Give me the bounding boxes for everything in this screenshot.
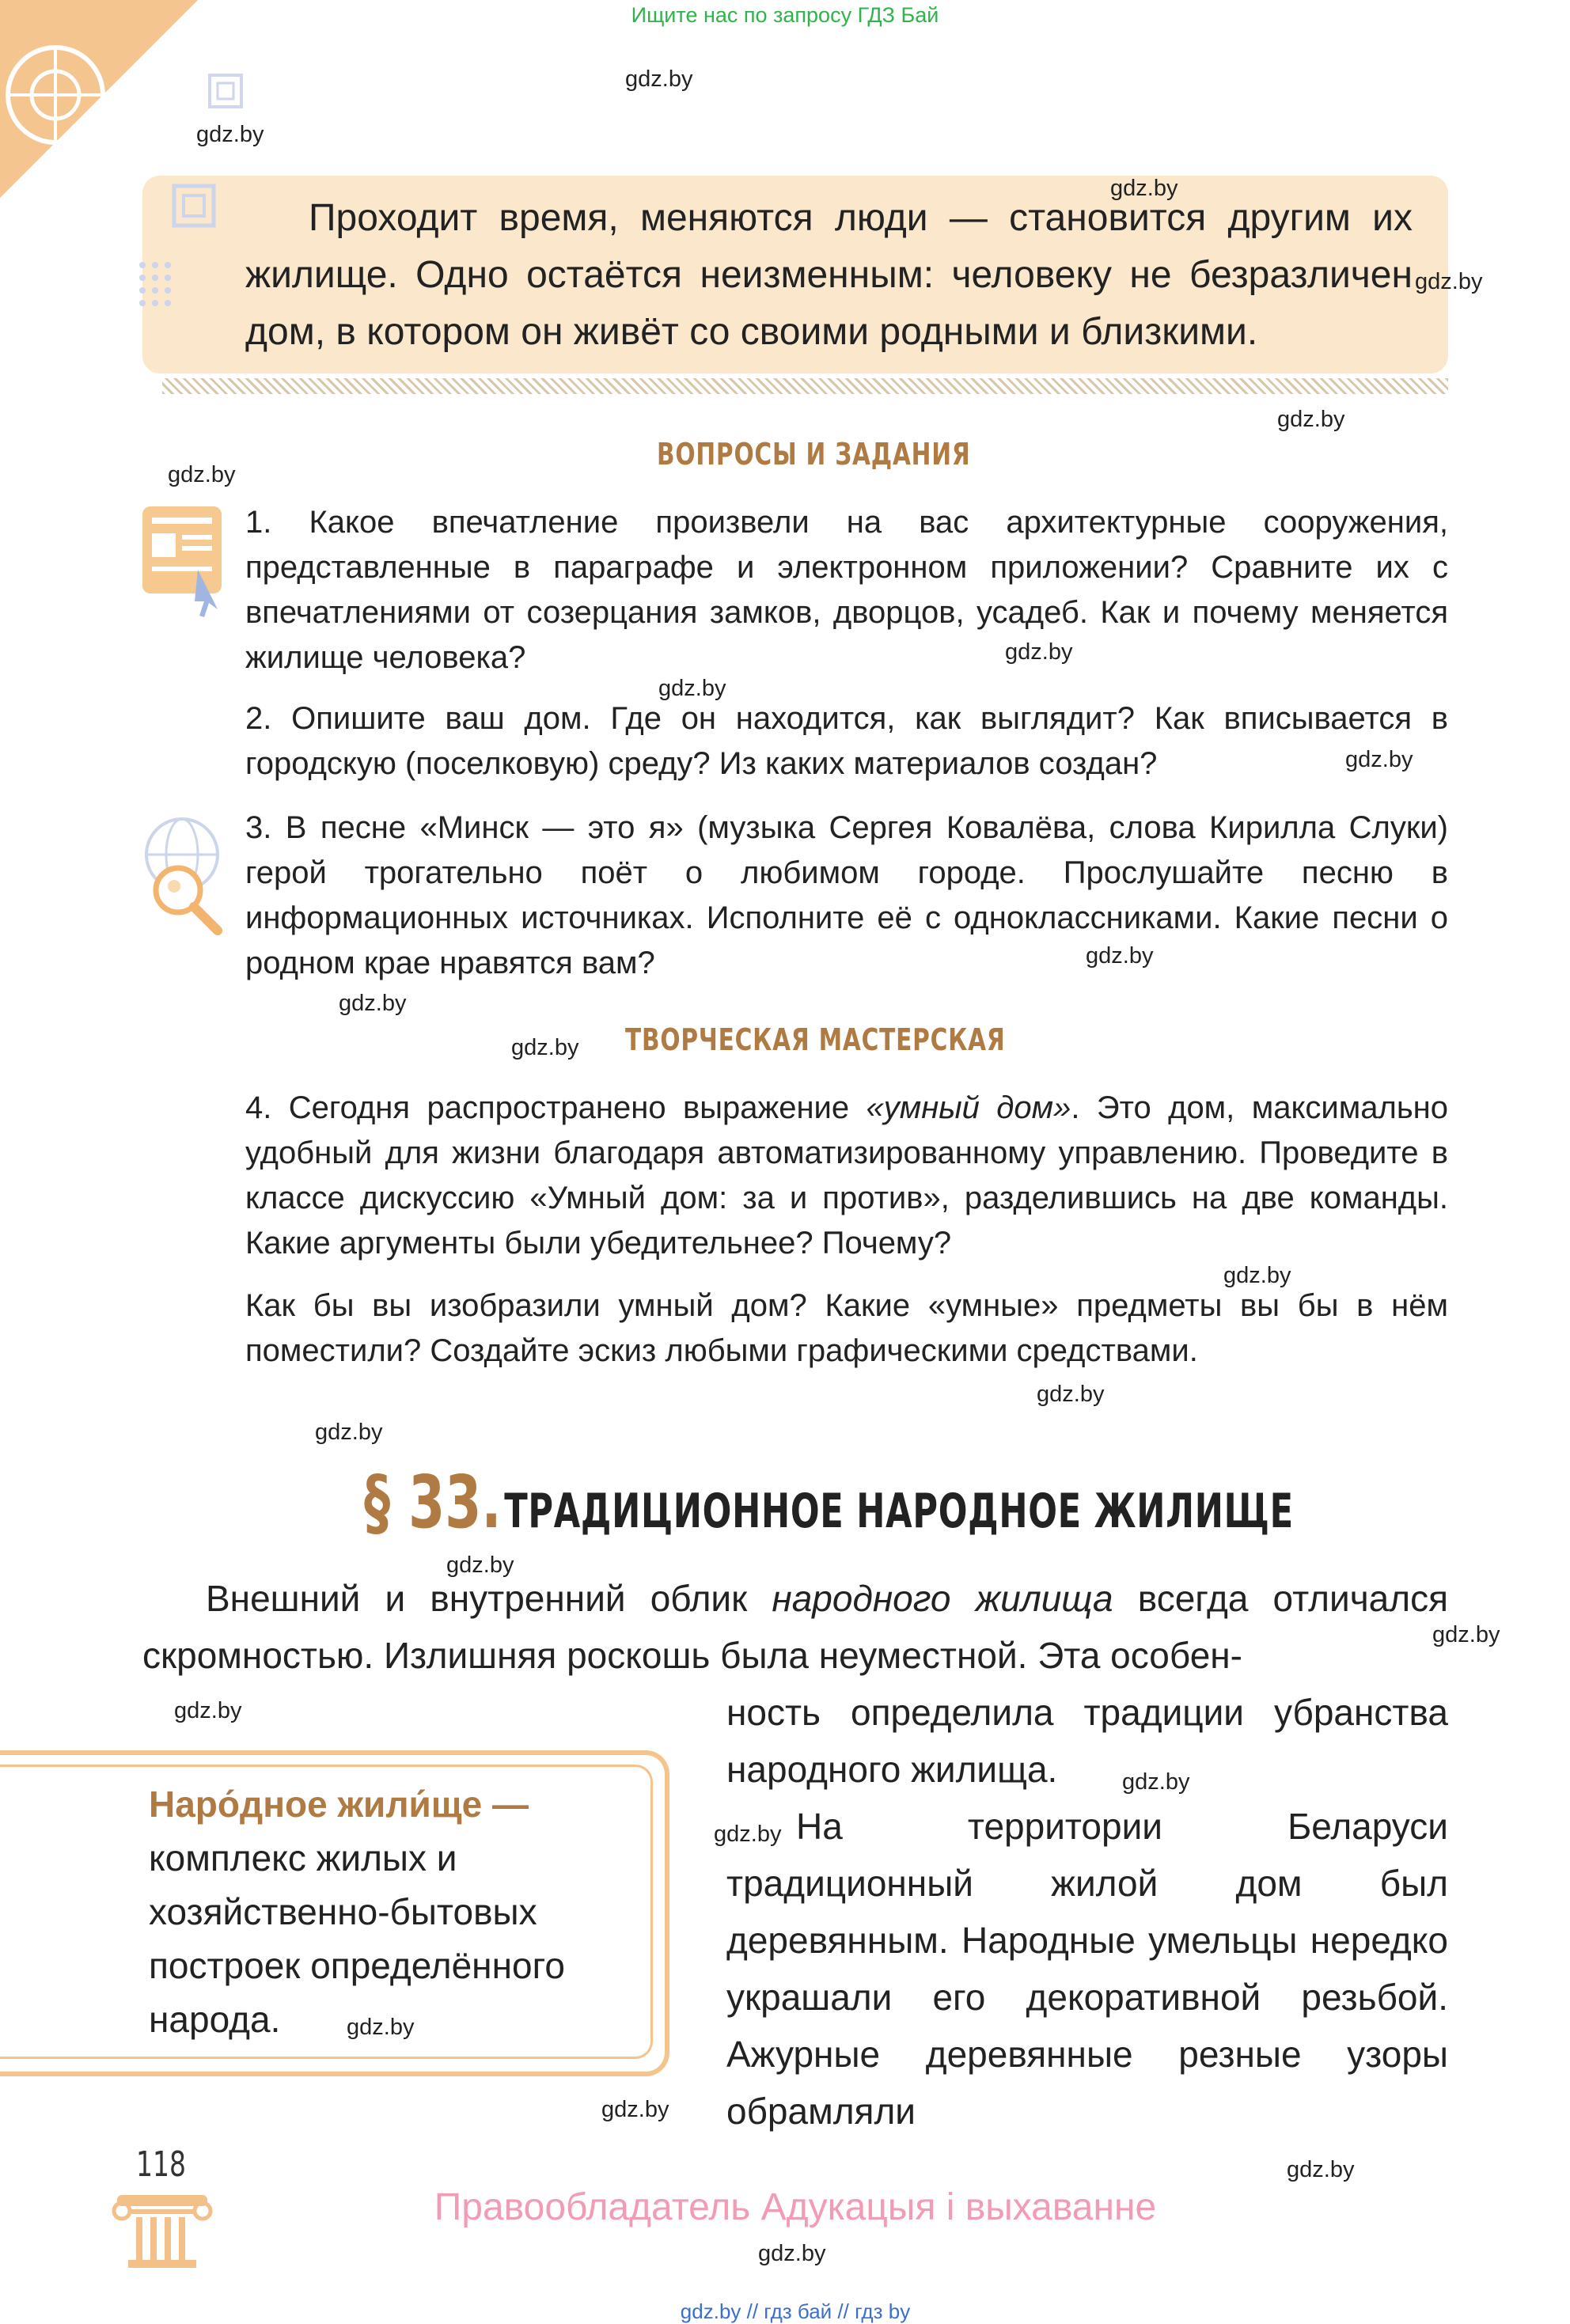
questions-heading: ВОПРОСЫ И ЗАДАНИЯ <box>657 437 971 472</box>
top-search-link[interactable]: Ищите нас по запросу ГДЗ Бай <box>631 3 939 27</box>
watermark: gdz.by <box>601 2097 669 2122</box>
watermark: gdz.by <box>1122 1769 1190 1795</box>
watermark: gdz.by <box>625 66 693 92</box>
question-4: 4. Сегодня распространено выражение «умный дом». Это дом, максимально удобный для жизни благодаря автоматизированному управлению. Проведите в классе дискуссию «Умный дом: за и против», разделившись на две команды. Какие аргументы были убедительнее? Почему? <box>245 1090 1448 1261</box>
watermark: gdz.by <box>1086 943 1154 969</box>
workshop-heading: ТВОРЧЕСКАЯ МАСТЕРСКАЯ <box>625 1022 1006 1057</box>
watermark: gdz.by <box>174 1698 242 1723</box>
watermark: gdz.by <box>511 1035 579 1060</box>
copyright-text: Правообладатель Адукацыя і выхаванне <box>434 2186 1157 2228</box>
watermark: gdz.by <box>196 122 264 147</box>
definition-text: Наро́дное жили́ще — комплекс жилых и хозяйственно-бытовых построек определённого народа. <box>149 1784 565 2040</box>
bottom-links[interactable]: gdz.by // гдз бай // гдз by <box>680 2299 911 2323</box>
question-3: 3. В песне «Минск — это я» (музыка Сергея Ковалёва, слова Кирилла Слуки) герой трогательно поёт о любимом городе. Прослушайте песню в информационных источниках. Исполните её с одноклассниками. Какие песни о родном крае нравятся вам? <box>245 810 1448 980</box>
divider-zigzag <box>162 378 1448 394</box>
watermark: gdz.by <box>1037 1382 1105 1407</box>
paragraph-title <box>364 1460 1294 1545</box>
electronic-app-icon <box>142 506 237 625</box>
definition-term: Наро́дное жили́ще — <box>149 1784 529 1825</box>
watermark: gdz.by <box>1223 1263 1291 1288</box>
watermark: gdz.by <box>1287 2157 1355 2182</box>
watermark: gdz.by <box>446 1552 514 1578</box>
intro-text: Проходит время, меняются люди — становится другим их жилище. Одно остаётся неизменным: человеку не безразличен дом, в котором он живёт со своими родными и близкими. <box>245 197 1413 353</box>
watermark: gdz.by <box>168 462 236 487</box>
watermark: gdz.by <box>315 1420 383 1445</box>
watermark: gdz.by <box>339 991 407 1016</box>
watermark: gdz.by <box>1110 176 1178 201</box>
body-right-1: ность определила традиции убранства народного жилища. <box>726 1692 1448 1790</box>
watermark: gdz.by <box>1432 1622 1500 1647</box>
body-intro: Внешний и внутренний облик народного жилища всегда отличался скромностью. Излишняя роскошь была неуместной. Эта особен- <box>142 1578 1449 1676</box>
watermark: gdz.by <box>714 1822 782 1847</box>
watermark: gdz.by <box>1277 407 1345 432</box>
watermark: gdz.by <box>1345 747 1413 772</box>
search-globe-icon <box>142 815 237 942</box>
paragraph-number: § 33. <box>364 1460 502 1545</box>
page-number: 118 <box>136 2144 186 2185</box>
watermark: gdz.by <box>1415 269 1483 294</box>
question-4-continued: Как бы вы изобразили умный дом? Какие «умные» предметы вы бы в нём поместили? Создайте эскиз любыми графическими средствами. <box>245 1288 1448 1368</box>
watermark: gdz.by <box>1005 639 1073 665</box>
watermark: gdz.by <box>347 2015 415 2040</box>
watermark: gdz.by <box>658 676 726 701</box>
question-1: 1. Какое впечатление произвели на вас архитектурные сооружения, представленные в параграфе и электронном приложении? Сравните их с впечатлениями от созерцания замков, дворцов, усадеб. Как и почему меняется жилище человека? <box>245 505 1448 675</box>
watermark: gdz.by <box>758 2241 826 2266</box>
paragraph-name: ТРАДИЦИОННОЕ НАРОДНОЕ ЖИЛИЩЕ <box>504 1484 1294 1539</box>
intro-pattern-icon <box>127 170 245 376</box>
question-2: 2. Опишите ваш дом. Где он находится, как выглядит? Как вписывается в городскую (поселковую) среду? Из каких материалов создан? <box>245 701 1448 781</box>
body-right-2: На территории Беларуси традиционный жилой дом был деревянным. Народные умельцы нередко украшали его декоративной резьбой. Ажурные деревянные резные узоры обрамляли <box>726 1806 1448 2132</box>
